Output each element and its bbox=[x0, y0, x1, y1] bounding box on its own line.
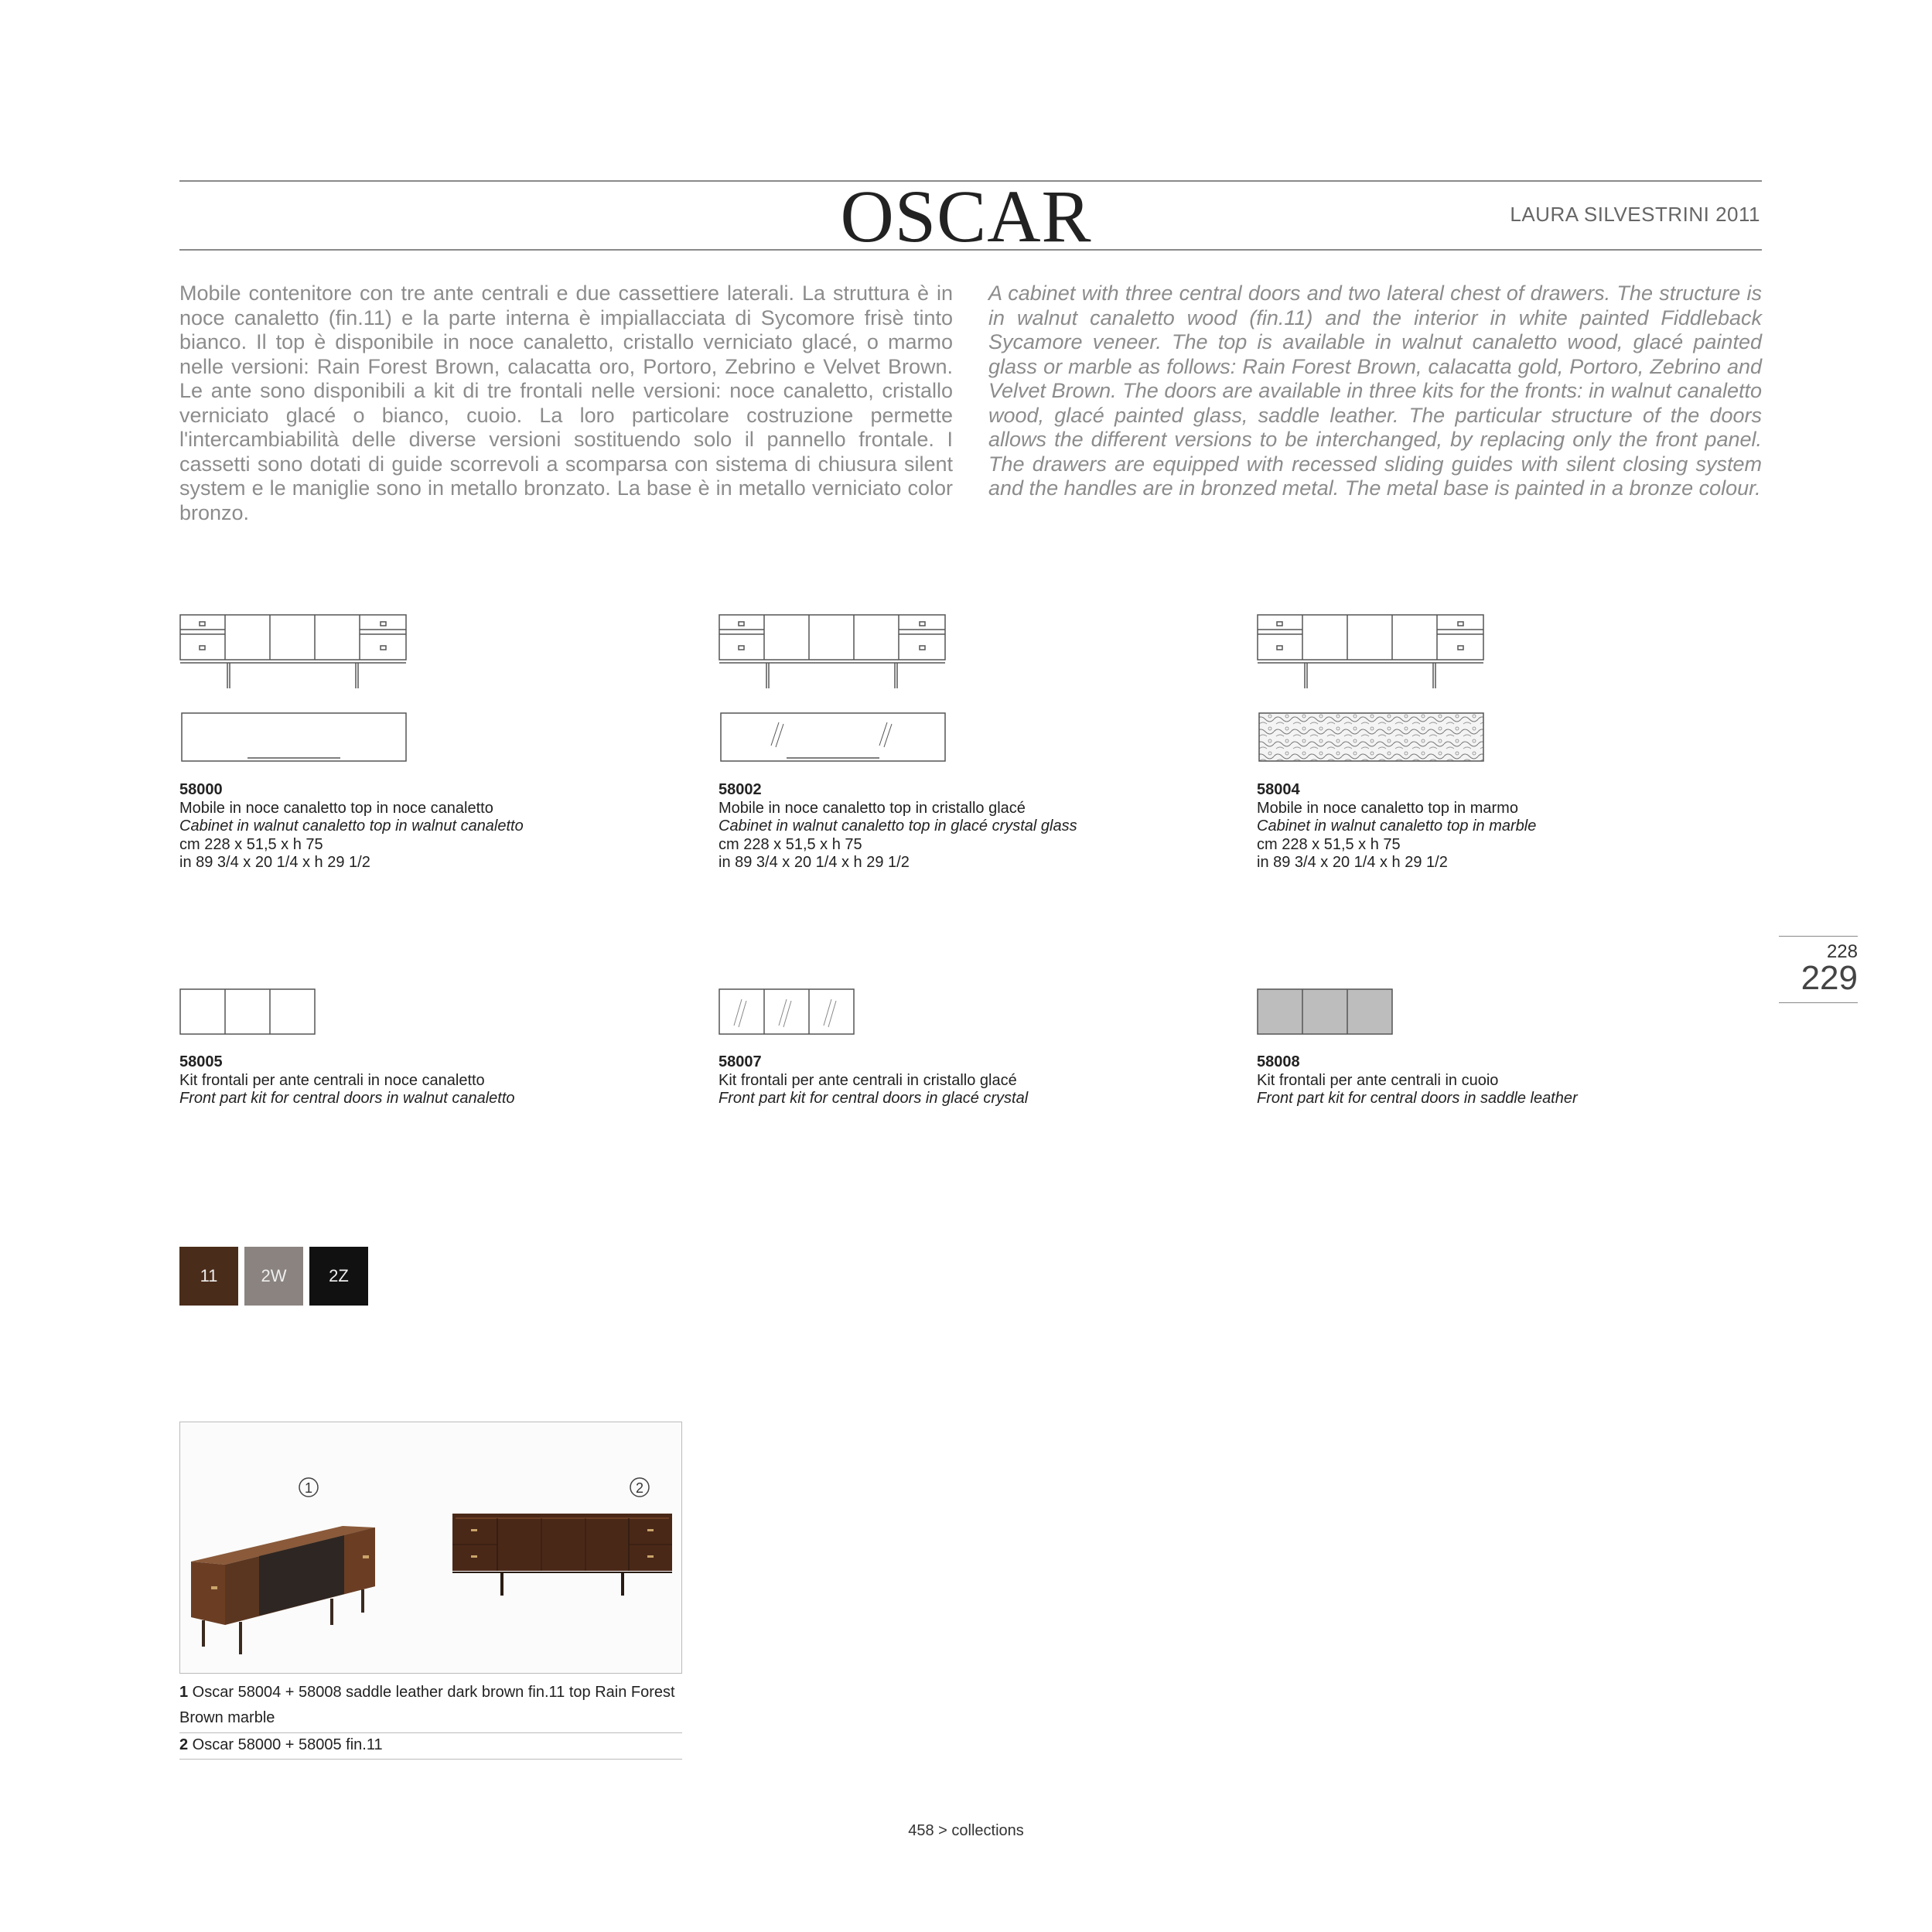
product-dim-in: in 89 3/4 x 20 1/4 x h 29 1/2 bbox=[179, 854, 370, 871]
kit-drawing-58007 bbox=[719, 988, 858, 1038]
cabinet-elevation bbox=[180, 615, 406, 688]
cabinet-drawing-58002 bbox=[719, 614, 951, 766]
caption-number: 1 bbox=[179, 1684, 189, 1701]
kit-desc-it: Kit frontali per ante centrali in cristallo glacé bbox=[719, 1071, 1017, 1089]
product-desc-it: Mobile in noce canaletto top in cristallo glacé bbox=[719, 799, 1026, 817]
finish-swatch-2z bbox=[309, 1247, 368, 1306]
photo-marker-1 bbox=[299, 1478, 318, 1497]
caption-text: Oscar 58004 + 58008 saddle leather dark brown fin.11 top Rain Forest Brown marble bbox=[179, 1684, 675, 1726]
cabinet-top-view bbox=[182, 713, 406, 761]
product-desc-en: Cabinet in walnut canaletto top in marble bbox=[1257, 818, 1537, 835]
kit-code: 58008 bbox=[1257, 1053, 1300, 1070]
cabinet-elevation bbox=[719, 615, 945, 688]
page-number-rule-bottom bbox=[1779, 1002, 1858, 1003]
product-58004 bbox=[1257, 781, 1536, 872]
cabinet-2-render bbox=[452, 1514, 672, 1596]
product-photo bbox=[179, 1422, 682, 1674]
photo-caption-2 bbox=[179, 1732, 682, 1758]
kit-drawing-58005 bbox=[179, 988, 319, 1038]
cabinet-elevation bbox=[1258, 615, 1483, 688]
product-desc-en: Cabinet in walnut canaletto top in glacé crystal glass bbox=[719, 818, 1077, 835]
kit-code: 58005 bbox=[179, 1053, 223, 1070]
product-dim-in: in 89 3/4 x 20 1/4 x h 29 1/2 bbox=[719, 854, 910, 871]
swatch-label: 2Z bbox=[329, 1266, 349, 1285]
product-58000 bbox=[179, 781, 524, 872]
kit-58007 bbox=[719, 1053, 1028, 1108]
cabinet-drawing-58004 bbox=[1257, 614, 1489, 766]
kit-desc-en: Front part kit for central doors in saddle leather bbox=[1257, 1090, 1578, 1107]
cabinet-top-view-marble bbox=[1259, 713, 1483, 761]
kit-58008 bbox=[1257, 1053, 1578, 1108]
photo-caption-1 bbox=[179, 1680, 682, 1731]
caption-number: 2 bbox=[179, 1736, 189, 1753]
kit-desc-it: Kit frontali per ante centrali in noce canaletto bbox=[179, 1071, 485, 1089]
product-desc-en: Cabinet in walnut canaletto top in walnut canaletto bbox=[179, 818, 524, 835]
cabinet-1-render bbox=[191, 1526, 375, 1654]
kit-desc-en: Front part kit for central doors in glacé crystal bbox=[719, 1090, 1029, 1107]
intro-italian: Mobile contenitore con tre ante centrali e due cassettiere laterali. La struttura è in noce canaletto (fin.11) e la parte interna è impiallacciata di Sycomore frisè tinto bianco. Il top è disponibile in noce canaletto, cristallo verniciato glacé, o marmo nelle versioni: Rain Forest Brown, calacatta oro, Portoro, Zebrino e Velvet Brown. Le ante sono disponibili a kit di tre frontali nelle versioni: noce canaletto, cristallo verniciato glacé o bianco, cuoio. La loro particolare costruzione permette l'intercambiabilità delle diverse versioni sostituendo solo il pannello frontale. I cassetti sono dotati di guide scorrevoli a scomparsa con sistema di chiusura silent system e le maniglie sono in metallo bronzato. La base è in metallo verniciato color bronzo. bbox=[179, 282, 953, 524]
caption-text: Oscar 58000 + 58005 fin.11 bbox=[188, 1736, 383, 1753]
kit-drawing-58008 bbox=[1257, 988, 1396, 1038]
swatch-label: 11 bbox=[200, 1266, 218, 1285]
product-desc-it: Mobile in noce canaletto top in marmo bbox=[1257, 799, 1518, 817]
product-code: 58000 bbox=[179, 781, 223, 798]
finish-swatch-11 bbox=[179, 1247, 238, 1306]
product-dim-cm: cm 228 x 51,5 x h 75 bbox=[719, 835, 862, 853]
footer-text: 458 > collections bbox=[908, 1822, 1024, 1839]
page-number-right: 229 bbox=[1801, 959, 1858, 997]
cabinet-drawing-58000 bbox=[179, 614, 411, 766]
product-code: 58004 bbox=[1257, 781, 1300, 798]
product-58002 bbox=[719, 781, 1077, 872]
kit-58005 bbox=[179, 1053, 515, 1108]
kit-desc-it: Kit frontali per ante centrali in cuoio bbox=[1257, 1071, 1499, 1089]
cabinet-top-view-glass bbox=[721, 713, 945, 761]
intro-english: A cabinet with three central doors and two lateral chest of drawers. The structure is in walnut canaletto wood (fin.11) and the interior in white painted Fiddleback Sycamore veneer. The top is available in walnut canaletto wood, glacé painted glass or marble as follows: Rain Forest Brown, calacatta gold, Portoro, Zebrino and Velvet Brown. The doors are available in three kits for the fronts: in walnut canaletto wood, glacé painted glass, saddle leather. The particular structure of the doors allows the different versions to be interchanged, by replacing only the front panel. The drawers are equipped with recessed sliding guides with silent closing system and the handles are in bronzed metal. The metal base is painted in a bronze colour. bbox=[988, 282, 1762, 500]
product-code: 58002 bbox=[719, 781, 762, 798]
product-dim-cm: cm 228 x 51,5 x h 75 bbox=[179, 835, 323, 853]
caption-divider bbox=[179, 1759, 682, 1760]
designer-credit: LAURA SILVESTRINI 2011 bbox=[1510, 203, 1760, 226]
swatch-label: 2W bbox=[261, 1266, 287, 1285]
svg-text:1: 1 bbox=[304, 1480, 313, 1496]
product-dim-cm: cm 228 x 51,5 x h 75 bbox=[1257, 835, 1401, 853]
svg-text:2: 2 bbox=[635, 1480, 644, 1496]
product-desc-it: Mobile in noce canaletto top in noce canaletto bbox=[179, 799, 493, 817]
page-numbers bbox=[1784, 942, 1858, 995]
page-number-rule-top bbox=[1779, 936, 1858, 937]
page-number-left: 228 bbox=[1826, 941, 1858, 962]
kit-desc-en: Front part kit for central doors in walnut canaletto bbox=[179, 1090, 515, 1107]
photo-marker-2 bbox=[630, 1478, 649, 1497]
product-dim-in: in 89 3/4 x 20 1/4 x h 29 1/2 bbox=[1257, 854, 1448, 871]
product-photo-illustration bbox=[180, 1422, 681, 1673]
page-title: OSCAR bbox=[840, 175, 1092, 258]
kit-code: 58007 bbox=[719, 1053, 762, 1070]
finish-swatch-2w bbox=[244, 1247, 303, 1306]
header-bottom-rule bbox=[179, 249, 1762, 251]
